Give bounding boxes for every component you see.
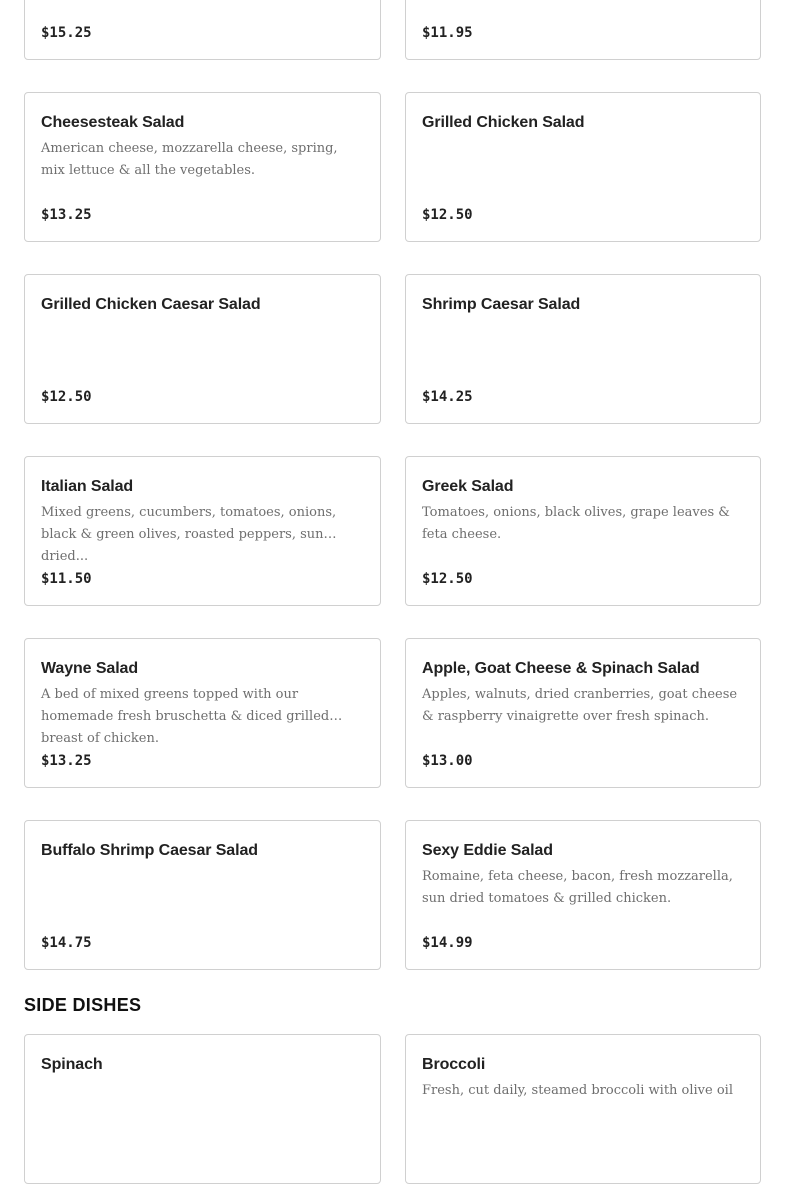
menu-item-description: Apples, walnuts, dried cranberries, goat cheese & raspberry vinaigrette over fresh spinach. (422, 687, 738, 724)
menu-item-price: $13.25 (41, 207, 92, 223)
menu-item-card[interactable] (405, 638, 761, 788)
menu-item-name: Wayne Salad (41, 660, 139, 677)
menu-item-price: $14.75 (41, 935, 92, 951)
menu-item-card[interactable] (24, 274, 381, 424)
menu-item-card[interactable] (24, 1034, 381, 1184)
menu-item-price: $11.95 (422, 25, 473, 41)
menu-item-price: $14.25 (422, 389, 473, 405)
menu-item-price: $12.50 (422, 571, 473, 587)
menu-item-description: A bed of mixed greens topped with our homemade fresh bruschetta & diced grilled breast of chicken. (41, 687, 330, 746)
menu-item-description: Mixed greens, cucumbers, tomatoes, onions, black & green olives, roasted peppers, sun dried... (41, 505, 337, 564)
menu-item-card[interactable] (405, 456, 761, 606)
menu-item-card[interactable] (405, 0, 761, 60)
menu-item-name: Shrimp Caesar Salad (422, 296, 581, 313)
menu-item-card[interactable] (405, 1034, 761, 1184)
menu-item-description: Fresh, cut daily, steamed broccoli with olive oil (422, 1083, 733, 1098)
menu-item-price: $15.25 (41, 25, 92, 41)
menu-item-card[interactable] (405, 820, 761, 970)
menu-item-name: Italian Salad (41, 478, 134, 495)
menu-item-card[interactable] (24, 92, 381, 242)
menu-item-price: $13.25 (41, 753, 92, 769)
menu-item-description: Romaine, feta cheese, bacon, fresh mozzarella, sun dried tomatoes & grilled chicken. (422, 869, 733, 906)
menu-item-name: Cheesesteak Salad (41, 114, 185, 131)
menu-item-card[interactable] (405, 92, 761, 242)
menu-item-name: Broccoli (422, 1056, 486, 1073)
salad-menu-grid (24, 0, 761, 970)
menu-item-name: Grilled Chicken Caesar Salad (41, 296, 261, 313)
menu-item-card[interactable] (24, 456, 381, 606)
menu-item-name: Spinach (41, 1056, 103, 1073)
menu-item-name: Greek Salad (422, 478, 514, 495)
menu-item-price: $11.50 (41, 571, 92, 587)
menu-item-description: Tomatoes, onions, black olives, grape leaves & feta cheese. (422, 505, 730, 542)
side-dishes-grid (24, 1034, 761, 1184)
menu-item-price: $12.50 (422, 207, 473, 223)
section-title-side-dishes: SIDE DISHES (24, 995, 142, 1015)
menu-item-card[interactable] (24, 638, 381, 788)
menu-item-card[interactable] (24, 820, 381, 970)
menu-item-card[interactable] (24, 0, 381, 60)
menu-item-price: $14.99 (422, 935, 473, 951)
menu-item-price: $13.00 (422, 753, 473, 769)
menu-item-name: Grilled Chicken Salad (422, 114, 585, 131)
menu-item-price: $12.50 (41, 389, 92, 405)
menu-item-name: Sexy Eddie Salad (422, 842, 553, 859)
menu-item-name: Apple, Goat Cheese & Spinach Salad (422, 660, 700, 677)
menu-item-card[interactable] (405, 274, 761, 424)
menu-item-name: Buffalo Shrimp Caesar Salad (41, 842, 258, 859)
menu-item-description: American cheese, mozzarella cheese, spring, mix lettuce & all the vegetables. (41, 141, 338, 178)
